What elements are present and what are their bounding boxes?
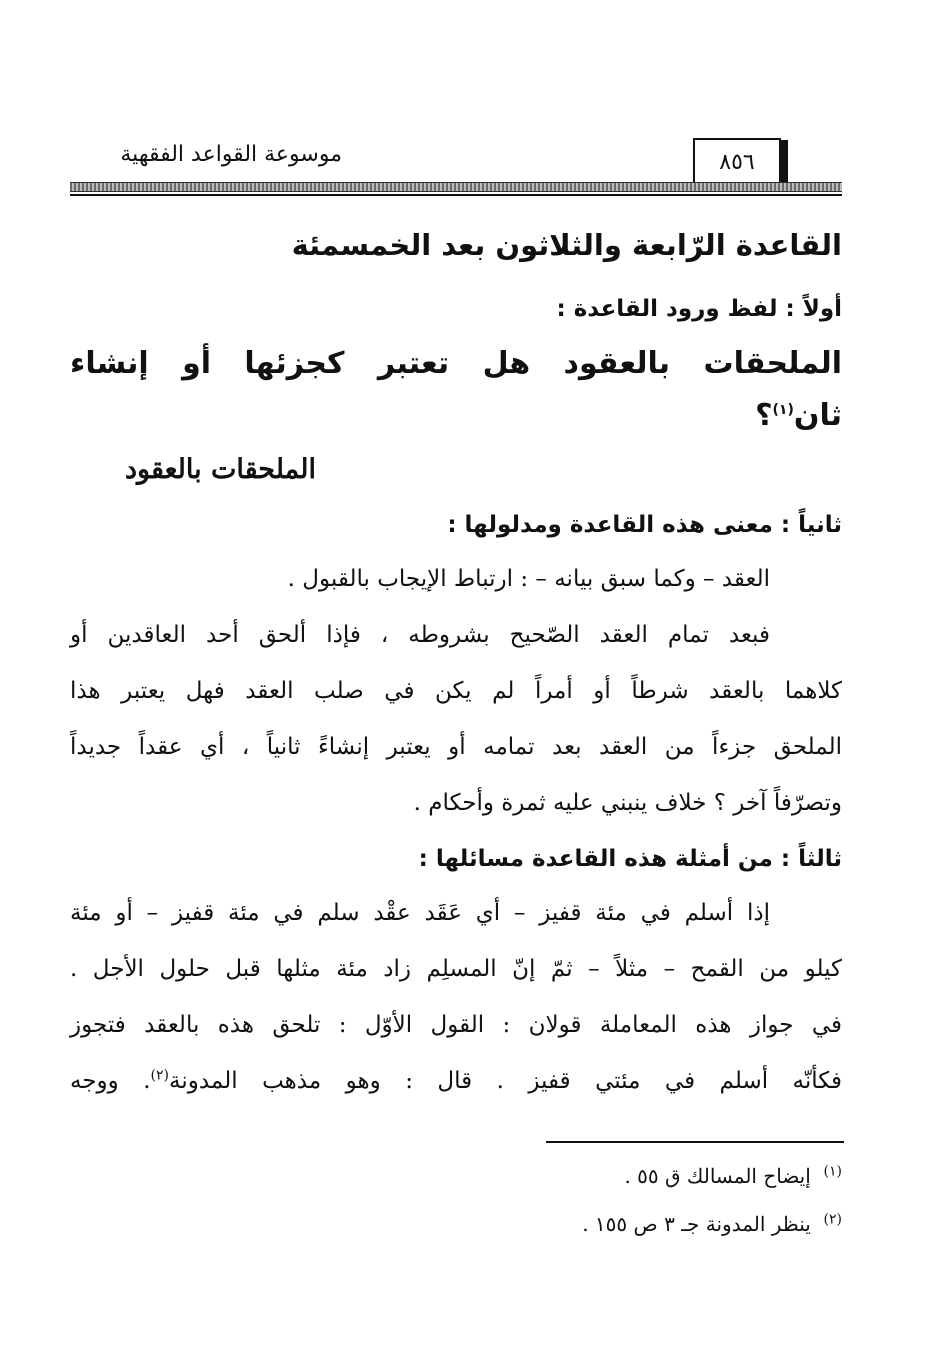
rule-text-line-2 — [70, 390, 842, 442]
rule-text-line-1: الملحقات بالعقود هل تعتبر كجزئها أو إنشاء — [70, 346, 842, 381]
paragraph-line: العقد – وكما سبق بيانه – : ارتباط الإيجاب بالقبول . — [287, 566, 770, 592]
header-decorative-band — [70, 182, 842, 192]
paragraph-line: الملحق جزءاً من العقد بعد تمامه أو يعتبر إنشاءً ثانياً ، أي عقداً جديداً — [70, 734, 842, 760]
footnote-text: إيضاح المسالك ق ٥٥ . — [624, 1164, 811, 1188]
section-heading-meaning: ثانياً : معنى هذه القاعدة ومدلولها : — [447, 512, 842, 538]
paragraph-line-last-text: فكأنّه أسلم في مئتي قفيز . قال : وهو مذهب المدونة — [169, 1068, 842, 1094]
paragraph-line: وتصرّفاً آخر ؟ خلاف ينبني عليه ثمرة وأحكام . — [413, 790, 842, 816]
paragraph-line: فبعد تمام العقد الصّحيح بشروطه ، فإذا ألحق أحد العاقدين أو — [70, 622, 770, 648]
footnote-text: ينظر المدونة جـ ٣ ص ١٥٥ . — [582, 1212, 811, 1236]
rule-title: القاعدة الرّابعة والثلاثون بعد الخمسمئة — [291, 228, 842, 262]
rule-text-line-2-end: ؟ — [755, 398, 773, 433]
footnote-2 — [70, 1212, 842, 1236]
section-heading-wording: أولاً : لفظ ورود القاعدة : — [556, 296, 842, 322]
paragraph-line: إذا أسلم في مئة قفيز – أي عَقَد عقْد سلم في مئة قفيز – أو مئة — [70, 900, 770, 926]
paragraph-line-last-end: . ووجه — [70, 1068, 151, 1094]
footnote-number: (٢) — [823, 1211, 842, 1228]
header-rule — [70, 194, 842, 196]
paragraph-line: كلاهما بالعقد شرطاً أو أمراً لم يكن في صلب العقد فهل يعتبر هذا — [70, 678, 842, 704]
paragraph-line: كيلو من القمح – مثلاً – ثمّ إنّ المسلِم زاد مئة مثلها قبل حلول الأجل . — [70, 956, 842, 982]
rule-keyword: الملحقات بالعقود — [124, 454, 316, 485]
paragraph-line-last — [70, 1068, 842, 1094]
footnote-separator — [546, 1141, 844, 1143]
footnote-ref-2[interactable]: (٢) — [150, 1067, 169, 1084]
page-header — [70, 136, 842, 196]
page-number: ٨٥٦ — [693, 138, 781, 184]
footnote-1 — [70, 1164, 842, 1188]
paragraph-line: في جواز هذه المعاملة قولان : القول الأوّل : تلحق هذه بالعقد فتجوز — [70, 1012, 842, 1038]
footnote-ref-1[interactable]: (١) — [772, 402, 794, 418]
footnote-number: (١) — [823, 1163, 842, 1180]
section-heading-examples: ثالثاً : من أمثلة هذه القاعدة مسائلها : — [418, 846, 842, 872]
rule-text-line-2-word: ثان — [793, 398, 842, 433]
series-title: موسوعة القواعد الفقهية — [120, 142, 342, 167]
